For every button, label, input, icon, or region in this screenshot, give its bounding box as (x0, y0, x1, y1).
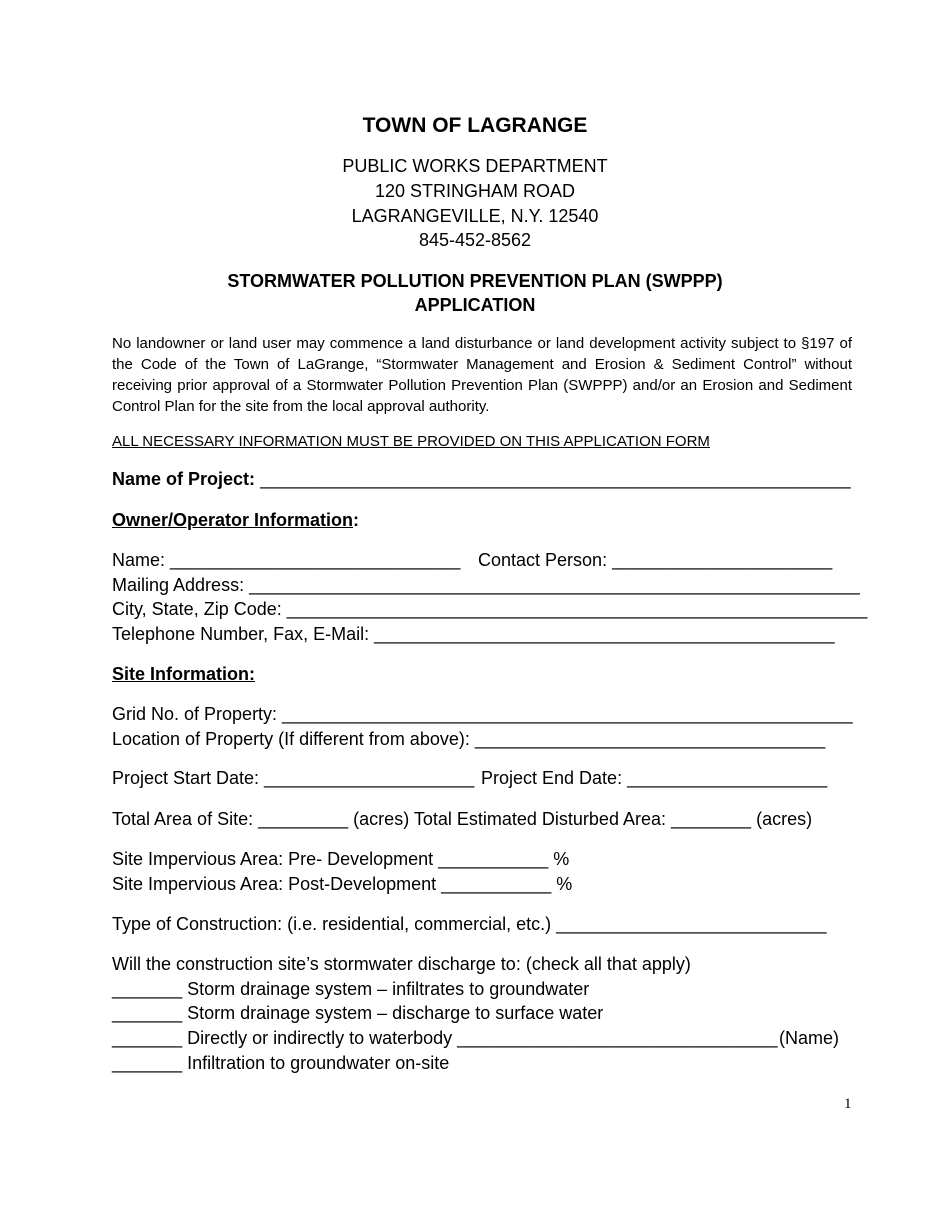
discharge-option-waterbody[interactable]: _______ Directly or indirectly to waterbody ________________________________ (112, 1028, 778, 1048)
waterbody-name-suffix: (Name) (779, 1028, 840, 1048)
project-name-field[interactable] (112, 470, 851, 488)
street-address: 120 STRINGHAM ROAD (374, 181, 576, 201)
required-notice: ALL NECESSARY INFORMATION MUST BE PROVIDED ON THIS APPLICATION FORM (112, 433, 710, 450)
owner-section-heading (112, 511, 359, 529)
project-end-date-field[interactable]: Project End Date: ____________________ (481, 768, 828, 788)
intro-paragraph: No landowner or land user may commence a land disturbance or land development activity subject to §197 of the Code of the Town of LaGrange, “Stormwater Management and Erosion & Sediment Control” without receiving prior approval of a Stormwater Pollution Prevention Plan (SWPPP) and/or an Erosion and Sediment Control Plan for the site from the local approval authority. (112, 335, 852, 415)
project-name-blank[interactable]: ___________________________________________________________ (260, 469, 851, 489)
project-start-date-field[interactable]: Project Start Date: _____________________ (112, 768, 475, 788)
property-location-field[interactable]: Location of Property (If different from above): ___________________________________ (112, 729, 826, 749)
city-address: LAGRANGEVILLE, N.Y. 12540 (351, 206, 599, 226)
owner-heading-text: Owner/Operator Information (112, 510, 354, 530)
construction-type-field[interactable]: Type of Construction: (i.e. residential, commercial, etc.) ___________________________ (112, 914, 827, 934)
page-number: 1 (844, 1096, 852, 1112)
project-name-label: Name of Project: (112, 469, 256, 489)
form-title-line1: STORMWATER POLLUTION PREVENTION PLAN (SWPPP) (227, 271, 723, 291)
site-area-field[interactable]: Total Area of Site: _________ (acres) Total Estimated Disturbed Area: ________ (acres) (112, 809, 813, 829)
discharge-option-surface-water[interactable]: _______ Storm drainage system – discharge to surface water (112, 1003, 604, 1023)
city-state-zip-field[interactable]: City, State, Zip Code: __________________________________________________________ (112, 599, 868, 619)
form-title-line2: APPLICATION (414, 295, 536, 315)
site-section-heading: Site Information: (112, 664, 255, 684)
impervious-pre-field[interactable]: Site Impervious Area: Pre- Development ___________ % (112, 849, 570, 869)
town-title: TOWN OF LAGRANGE (362, 114, 588, 137)
owner-heading-colon: : (353, 510, 360, 530)
discharge-option-infiltrates[interactable]: _______ Storm drainage system – infiltrates to groundwater (112, 979, 590, 999)
mailing-address-field[interactable]: Mailing Address: _____________________________________________________________ (112, 575, 860, 595)
telephone-fax-email-field[interactable]: Telephone Number, Fax, E-Mail: ______________________________________________ (112, 624, 835, 644)
department-name: PUBLIC WORKS DEPARTMENT (342, 156, 608, 176)
owner-name-field[interactable]: Name: _____________________________ (112, 550, 461, 570)
discharge-option-groundwater[interactable]: _______ Infiltration to groundwater on-site (112, 1053, 450, 1073)
grid-number-field[interactable]: Grid No. of Property: _________________________________________________________ (112, 704, 853, 724)
impervious-post-field[interactable]: Site Impervious Area: Post-Development ___________ % (112, 874, 573, 894)
phone-number: 845-452-8562 (418, 230, 532, 250)
discharge-question: Will the construction site’s stormwater discharge to: (check all that apply) (112, 954, 691, 974)
contact-person-field[interactable]: Contact Person: ______________________ (478, 550, 833, 570)
